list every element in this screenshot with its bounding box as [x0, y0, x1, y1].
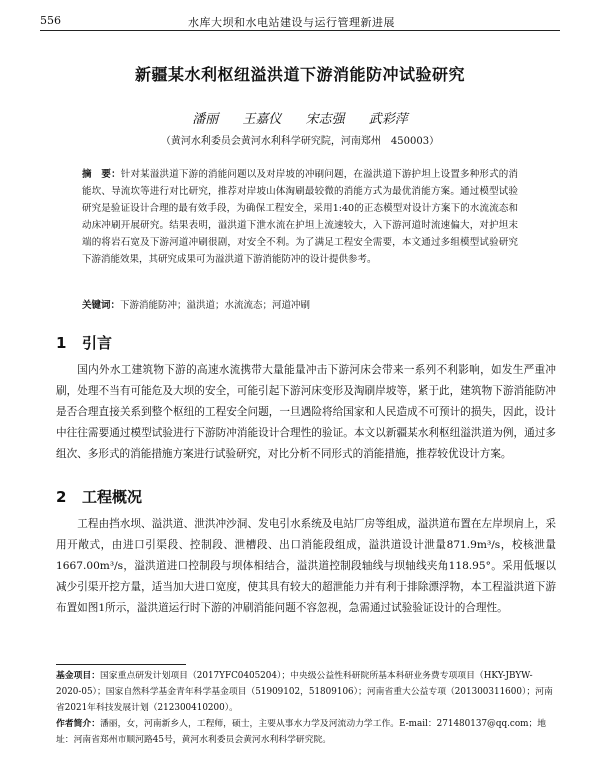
paper-title: 新疆某水利枢纽溢洪道下游消能防冲试验研究	[134, 65, 465, 84]
affiliation: （黄河水利委员会黄河水利科学研究院，河南郑州 450003）	[160, 136, 440, 147]
footnote-label: 作者简介：	[56, 719, 100, 729]
section-heading	[56, 486, 142, 507]
keywords	[82, 298, 518, 314]
section-paragraph: 国内外水工建筑物下游的高速水流携带大量能量冲击下游河床会带来一系列不利影响，如发生严重冲刷，处理不当有可能危及大坝的安全，可能引起下游河床变形及淘刷岸坡等，紧于此，建筑物下游消能防冲是否合理直接关系到整个枢纽的工程安全问题，一旦遇险将给国家和人民造成不可预计的损失，因此，设计中往往需要通过模型试验进行下游防冲消能设计合理性的验证。本文以新疆某水利枢纽溢洪道为例，通过多组次、多形式的消能措施方案进行试验研究，对比分析不同形式的消能措施，推荐较优设计方案。	[56, 364, 556, 460]
footnote-text: 国家重点研发计划项目（2017YFC0405204）；中央级公益性科研院所基本科研业务费专项项目（HKY-JBYW-2020-05）；国家自然科学基金青年科学基金项目（51909102，51809106）；河南省重大公益专项（201300311600）；河南省2021年科技发展计划（212300410200）。	[56, 671, 553, 713]
funding-note	[56, 668, 556, 716]
footnote-divider	[56, 664, 186, 665]
author: 王嘉仪	[242, 112, 282, 127]
abstract-label: 摘 要：	[82, 169, 121, 180]
author: 潘丽	[192, 112, 219, 127]
footnote-label: 基金项目：	[56, 671, 100, 681]
author-list	[0, 108, 600, 127]
running-header	[40, 12, 560, 31]
section-title: 引言	[82, 334, 113, 352]
section-heading	[56, 332, 112, 353]
keywords-text: 下游消能防冲；溢洪道；水流流态；河道冲刷	[120, 300, 311, 311]
section-number: 2	[56, 488, 67, 506]
author-bio-note	[56, 716, 556, 748]
abstract-text: 针对某溢洪道下游的消能问题以及对岸坡的冲刷问题，在溢洪道下游护坦上设置多种形式的消能坎、导流坎等进行对比研究，推荐对岸坡山体淘刷最较微的消能方式为最优消能方案。通过模型试验研究是验证设计合理的最有效手段，为确保工程安全，采用1:40的正态模型对设计方案下的水流流态和动床冲刷开展研究。结果表明，溢洪道下泄水流在护坦上流速较大，入下游河道时流速偏大，对护坦末端的将岩石宽及下游河道冲刷很剧，对安全不利。为了满足工程安全需要，本文通过多组模型试验研究下游消能效果，其研究成果可为溢洪道下游消能防冲的设计提供参考。	[82, 169, 518, 265]
page-number: 556	[40, 14, 61, 27]
journal-name: 水库大坝和水电站建设与运行管理新进展	[188, 16, 395, 29]
section-title: 工程概况	[82, 488, 143, 506]
author: 宋志强	[305, 112, 345, 127]
section-number: 1	[56, 334, 67, 352]
author: 武彩萍	[368, 112, 408, 127]
section-paragraph: 工程由挡水坝、溢洪道、泄洪冲沙洞、发电引水系统及电站厂房等组成，溢洪道布置在左岸坝肩上，采用开敞式，由进口引渠段、控制段、泄槽段、出口消能段组成，溢洪道设计泄量871.9m³/s，校核泄量1667.00m³/s，溢洪道进口控制段与坝体相结合，溢洪道控制段轴线与坝轴线夹角118.95°。采用低堰以减少引渠开挖方量，适当加大进口宽度，使其具有较大的超泄能力并有利于排除漂浮物，本工程溢洪道下游布置如图1所示，溢洪道运行时下游的冲刷消能问题不容忽视，急需通过试验验证设计的合理性。	[56, 518, 556, 614]
footnote-text: 潘丽，女，河南新乡人，工程师，硕士，主要从事水力学及河流动力学工作。E-mail：271480137@qq.com；地址：河南省郑州市顺河路45号，黄河水利委员会黄河水利科学研究院。	[56, 719, 547, 745]
abstract	[82, 166, 518, 268]
keywords-label: 关键词：	[82, 300, 121, 311]
footnotes	[56, 668, 556, 748]
